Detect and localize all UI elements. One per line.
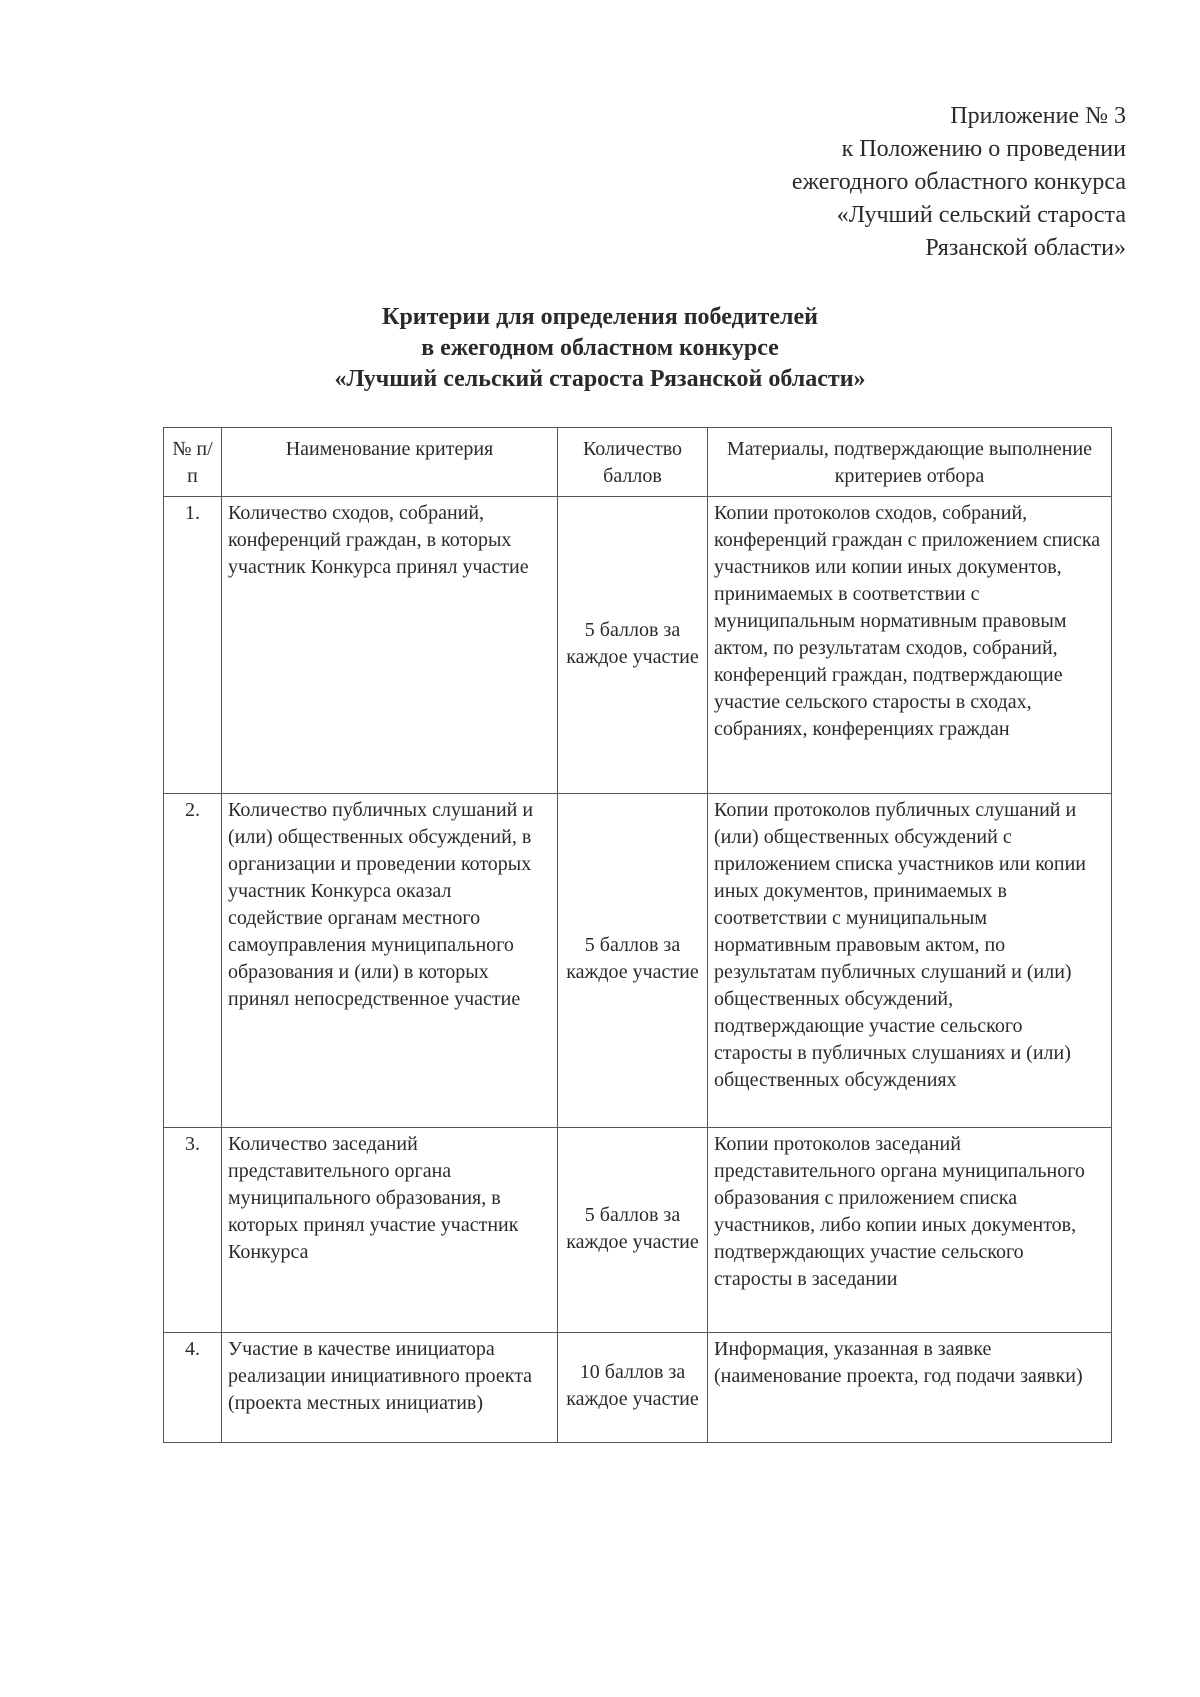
appendix-line: ежегодного областного конкурса [791,169,1126,195]
appendix-reference [606,100,1126,265]
criteria-table [163,427,1112,1443]
table-header-row [164,428,1112,497]
cell-criterion: Количество заседаний представительного органа муниципального образования, в которых принял участие участник Конкурса [222,1128,558,1333]
cell-num: 1. [164,497,222,794]
cell-criterion: Количество сходов, собраний, конференций граждан, в которых участник Конкурса принял участие [222,497,558,794]
cell-score: 10 баллов за каждое участие [558,1333,708,1443]
header-name: Наименование критерия [222,428,558,497]
document-title [160,302,1040,395]
appendix-line: Рязанской области» [925,235,1126,261]
header-score: Количество баллов [558,428,708,497]
title-line: Критерии для определения победителей [382,304,818,330]
appendix-line: к Положению о проведении [841,136,1126,162]
header-num: № п/п [164,428,222,497]
cell-materials: Копии протоколов публичных слушаний и (или) общественных обсуждений с приложением списка участников или копии иных документов, принимаемых в соответствии с муниципальным нормативным правовым актом, по результатам публичных слушаний и (или) общественных обсуждений, подтверждающие участие сельского старосты в публичных слушаниях и (или) общественных обсуждениях [708,794,1112,1128]
title-line: в ежегодном областном конкурсе [421,335,779,361]
appendix-line: Приложение № 3 [950,103,1126,129]
cell-materials: Копии протоколов заседаний представительного органа муниципального образования с приложением списка участников, либо копии иных документов, подтверждающих участие сельского старосты в заседании [708,1128,1112,1333]
table-row [164,794,1112,1128]
table-row [164,1333,1112,1443]
cell-num: 4. [164,1333,222,1443]
cell-score: 5 баллов за каждое участие [558,497,708,794]
cell-criterion: Участие в качестве инициатора реализации инициативного проекта (проекта местных инициатив) [222,1333,558,1443]
cell-score: 5 баллов за каждое участие [558,794,708,1128]
title-line: «Лучший сельский староста Рязанской области» [334,366,866,392]
table-row [164,497,1112,794]
cell-score: 5 баллов за каждое участие [558,1128,708,1333]
cell-num: 2. [164,794,222,1128]
appendix-line: «Лучший сельский староста [836,202,1126,228]
cell-num: 3. [164,1128,222,1333]
header-materials: Материалы, подтверждающие выполнение критериев отбора [708,428,1112,497]
cell-materials: Информация, указанная в заявке (наименование проекта, год подачи заявки) [708,1333,1112,1443]
cell-criterion: Количество публичных слушаний и (или) общественных обсуждений, в организации и проведении которых участник Конкурса оказал содействие органам местного самоуправления муниципального образования и (или) в которых принял непосредственное участие [222,794,558,1128]
cell-materials: Копии протоколов сходов, собраний, конференций граждан с приложением списка участников или копии иных документов, принимаемых в соответствии с муниципальным нормативным правовым актом, по результатам сходов, собраний, конференций граждан, подтверждающие участие сельского старосты в сходах, собраниях, конференциях граждан [708,497,1112,794]
table-row [164,1128,1112,1333]
